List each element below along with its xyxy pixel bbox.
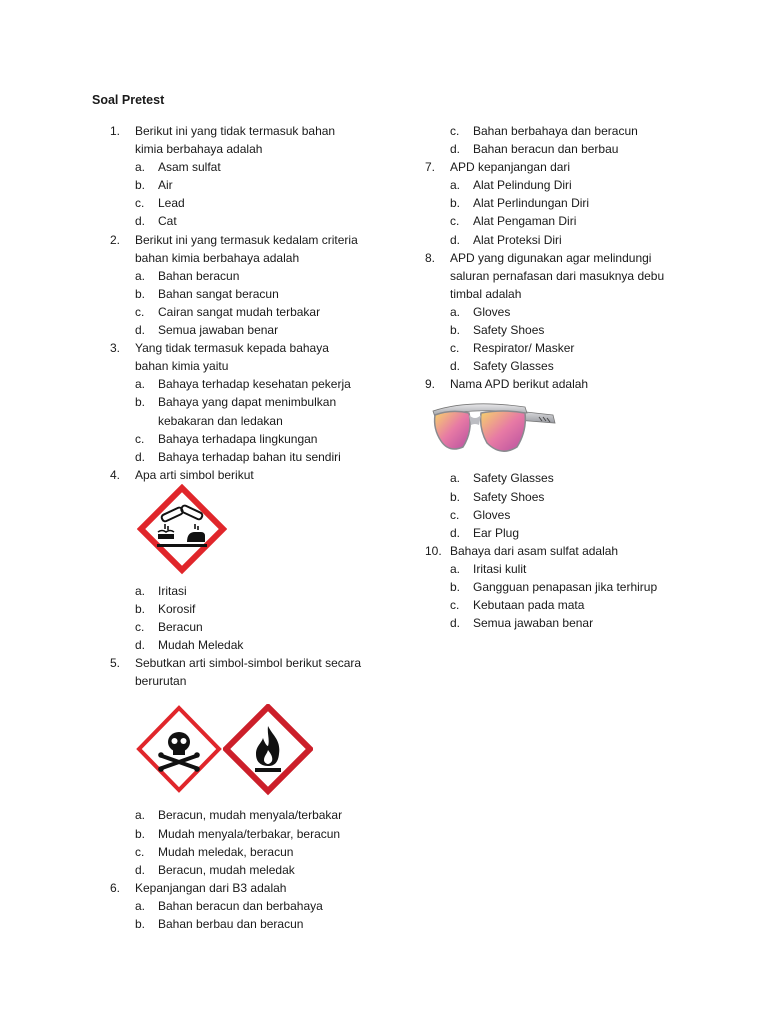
option-a xyxy=(135,582,370,600)
option-d xyxy=(450,231,685,249)
option-letter: b. xyxy=(450,579,461,594)
option-text: Mudah meledak, beracun xyxy=(158,844,294,859)
option-a xyxy=(135,267,370,285)
option-letter: a. xyxy=(450,561,461,576)
question-number: 10. xyxy=(425,543,442,558)
option-b xyxy=(450,578,685,596)
option-c xyxy=(450,122,685,140)
options-list xyxy=(450,560,685,632)
options-list xyxy=(135,267,370,339)
option-c xyxy=(450,212,685,230)
question-4 xyxy=(110,466,370,654)
skull-crossbones-icon xyxy=(135,704,223,796)
option-letter: a. xyxy=(135,160,146,175)
options-list xyxy=(450,469,685,541)
option-text: Bahan beracun dan berbau xyxy=(473,142,619,157)
continued-options-q6 xyxy=(450,122,685,158)
option-letter: d. xyxy=(450,232,461,247)
options-list xyxy=(135,375,370,465)
option-d xyxy=(450,357,685,375)
question-2 xyxy=(110,231,370,340)
option-b xyxy=(135,176,370,194)
option-letter: b. xyxy=(135,178,146,193)
flame-icon xyxy=(223,704,313,796)
option-letter: a. xyxy=(450,178,461,193)
option-letter: c. xyxy=(450,124,460,138)
option-letter: d. xyxy=(135,862,146,877)
option-letter: c. xyxy=(135,431,145,446)
option-text: Iritasi kulit xyxy=(473,561,527,576)
option-text: Bahan beracun xyxy=(158,268,240,283)
option-text: Cairan sangat mudah terbakar xyxy=(158,304,321,319)
option-text: Bahaya terhadap kesehatan pekerja xyxy=(158,377,351,392)
option-letter: d. xyxy=(450,359,461,374)
options-list xyxy=(450,176,685,248)
option-letter: b. xyxy=(450,489,461,504)
option-text: Bahaya yang dapat menimbulkan kebakaran dan ledakan xyxy=(158,395,337,428)
option-text: Semua jawaban benar xyxy=(473,616,594,631)
option-d xyxy=(135,448,370,466)
option-a xyxy=(135,158,370,176)
option-b xyxy=(135,285,370,303)
option-text: Bahaya terhadapa lingkungan xyxy=(158,431,318,446)
safety-glasses-icon xyxy=(429,395,561,465)
option-text: Alat Pelindung Diri xyxy=(473,178,572,193)
options-list xyxy=(135,582,370,654)
option-a xyxy=(135,897,370,915)
question-9 xyxy=(425,375,685,541)
option-b xyxy=(135,600,370,618)
question-text: Yang tidak termasuk kepada bahaya bahan kimia yaitu xyxy=(135,341,329,374)
option-text: Iritasi xyxy=(158,583,187,598)
option-b xyxy=(450,194,685,212)
question-text: Apa arti simbol berikut xyxy=(135,467,254,482)
option-c xyxy=(135,303,370,321)
question-text: Berikut ini yang termasuk kedalam criteria bahan kimia berbahaya adalah xyxy=(135,232,358,265)
option-letter: d. xyxy=(135,214,146,229)
option-letter: b. xyxy=(135,395,146,410)
option-text: Mudah Meledak xyxy=(158,638,244,653)
option-a xyxy=(450,469,685,487)
option-b xyxy=(135,825,370,843)
option-letter: a. xyxy=(135,268,146,283)
question-text: Nama APD berikut adalah xyxy=(450,377,589,392)
option-b xyxy=(135,915,370,933)
option-text: Air xyxy=(158,178,173,193)
option-letter: d. xyxy=(450,142,461,157)
option-text: Lead xyxy=(158,196,185,211)
corrosive-pictogram xyxy=(135,484,370,582)
option-letter: d. xyxy=(135,638,146,653)
option-d xyxy=(135,321,370,339)
question-text: Bahaya dari asam sulfat adalah xyxy=(450,543,619,558)
option-letter: c. xyxy=(450,507,460,522)
page-title: Soal Pretest xyxy=(92,93,165,107)
option-letter: b. xyxy=(135,917,146,931)
option-letter: b. xyxy=(135,601,146,616)
option-text: Cat xyxy=(158,214,177,229)
question-number: 9. xyxy=(425,377,436,392)
option-d xyxy=(450,524,685,542)
options-list xyxy=(135,158,370,230)
option-letter: c. xyxy=(135,844,145,859)
option-letter: a. xyxy=(135,377,146,392)
option-text: Safety Glasses xyxy=(473,471,554,486)
option-letter: b. xyxy=(135,826,146,841)
toxic-and-flammable-pictograms xyxy=(135,690,370,806)
option-b xyxy=(450,321,685,339)
option-letter: a. xyxy=(135,898,146,913)
option-d xyxy=(450,140,685,158)
option-text: Kebutaan pada mata xyxy=(473,598,585,613)
option-a xyxy=(450,303,685,321)
option-b xyxy=(450,488,685,506)
option-d xyxy=(135,636,370,654)
option-b xyxy=(135,393,370,429)
option-a xyxy=(450,560,685,578)
question-5 xyxy=(110,654,370,879)
question-1 xyxy=(110,122,370,231)
option-text: Safety Shoes xyxy=(473,489,545,504)
options-list xyxy=(135,897,370,933)
question-number: 6. xyxy=(110,880,121,895)
option-text: Beracun, mudah menyala/terbakar xyxy=(158,808,343,823)
question-number: 7. xyxy=(425,160,436,175)
option-text: Safety Shoes xyxy=(473,323,545,338)
options-list xyxy=(135,806,370,878)
option-text: Alat Perlindungan Diri xyxy=(473,196,590,211)
option-d xyxy=(450,614,685,632)
question-text: APD yang digunakan agar melindungi saluran pernafasan dari masuknya debu timbal adalah xyxy=(450,250,665,301)
option-letter: c. xyxy=(135,620,145,635)
option-text: Safety Glasses xyxy=(473,359,554,374)
option-text: Respirator/ Masker xyxy=(473,341,575,356)
option-text: Gangguan penapasan jika terhirup xyxy=(473,579,658,594)
question-3 xyxy=(110,339,370,466)
option-letter: c. xyxy=(450,341,460,356)
question-8 xyxy=(425,249,685,376)
question-text: Berikut ini yang tidak termasuk bahan kimia berbahaya adalah xyxy=(135,124,336,157)
question-number: 4. xyxy=(110,467,121,482)
option-text: Beracun xyxy=(158,620,203,635)
question-text: Kepanjangan dari B3 adalah xyxy=(135,880,287,895)
question-text: Sebutkan arti simbol-simbol berikut secara berurutan xyxy=(135,656,362,689)
option-text: Asam sulfat xyxy=(158,160,221,175)
question-10 xyxy=(425,542,685,632)
option-text: Semua jawaban benar xyxy=(158,323,279,338)
option-letter: b. xyxy=(450,323,461,338)
option-c xyxy=(450,339,685,357)
option-c xyxy=(135,618,370,636)
question-6 xyxy=(110,879,370,933)
option-letter: d. xyxy=(135,323,146,338)
option-text: Korosif xyxy=(158,601,196,616)
option-text: Beracun, mudah meledak xyxy=(158,862,295,877)
left-column xyxy=(110,122,370,933)
option-letter: d. xyxy=(135,449,146,464)
option-text: Alat Pengaman Diri xyxy=(473,214,577,229)
corrosive-icon xyxy=(137,484,227,576)
option-d xyxy=(135,861,370,879)
options-list xyxy=(450,303,685,375)
question-7 xyxy=(425,158,685,248)
option-c xyxy=(450,596,685,614)
option-d xyxy=(135,212,370,230)
question-number: 3. xyxy=(110,341,121,356)
question-number: 8. xyxy=(425,250,436,265)
option-letter: c. xyxy=(450,214,460,229)
option-text: Bahaya terhadap bahan itu sendiri xyxy=(158,449,341,464)
option-letter: b. xyxy=(450,196,461,211)
safety-glasses-photo xyxy=(429,393,685,469)
question-number: 2. xyxy=(110,232,121,247)
option-letter: a. xyxy=(450,471,461,486)
option-c xyxy=(450,506,685,524)
question-text: APD kepanjangan dari xyxy=(450,160,571,175)
option-text: Bahan berbau dan beracun xyxy=(158,917,304,931)
option-letter: d. xyxy=(450,525,461,540)
option-letter: a. xyxy=(135,583,146,598)
option-letter: d. xyxy=(450,616,461,631)
question-number: 5. xyxy=(110,656,121,671)
option-text: Ear Plug xyxy=(473,525,520,540)
question-number: 1. xyxy=(110,124,121,138)
option-text: Gloves xyxy=(473,304,511,319)
option-c xyxy=(135,430,370,448)
option-text: Bahan sangat beracun xyxy=(158,286,279,301)
option-text: Bahan beracun dan berbahaya xyxy=(158,898,323,913)
option-text: Alat Proteksi Diri xyxy=(473,232,562,247)
option-c xyxy=(135,194,370,212)
option-text: Gloves xyxy=(473,507,511,522)
option-a xyxy=(135,806,370,824)
right-column xyxy=(425,122,685,632)
option-letter: c. xyxy=(135,304,145,319)
option-text: Mudah menyala/terbakar, beracun xyxy=(158,826,341,841)
option-letter: b. xyxy=(135,286,146,301)
option-letter: c. xyxy=(135,196,145,211)
option-letter: a. xyxy=(135,808,146,823)
option-text: Bahan berbahaya dan beracun xyxy=(473,124,638,138)
option-letter: c. xyxy=(450,598,460,613)
option-letter: a. xyxy=(450,304,461,319)
option-c xyxy=(135,843,370,861)
option-a xyxy=(135,375,370,393)
option-a xyxy=(450,176,685,194)
